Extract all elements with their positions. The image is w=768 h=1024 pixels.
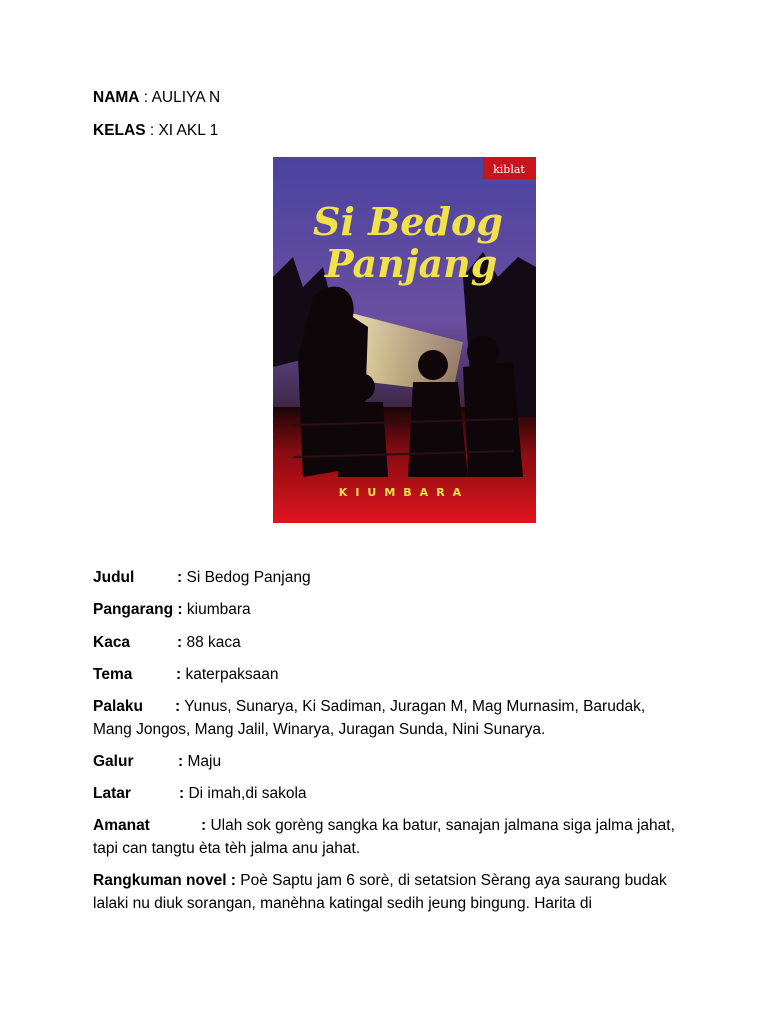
palaku-value: Yunus, Sunarya, Ki Sadiman, Juragan M, Mag Murnasim, Barudak, Mang Jongos, Mang Jalil, Winarya, Juragan Sunda, Nini Sunarya. bbox=[93, 698, 646, 738]
kaca-value: 88 kaca bbox=[186, 634, 241, 651]
galur-label: Galur bbox=[93, 753, 134, 770]
latar-line bbox=[93, 783, 307, 805]
pangarang-value: kiumbara bbox=[182, 601, 251, 618]
galur-colon: : bbox=[178, 753, 184, 770]
amanat-label: Amanat bbox=[93, 817, 150, 834]
kaca-line bbox=[93, 632, 241, 654]
palaku-label: Palaku bbox=[93, 698, 143, 715]
pangarang-line bbox=[93, 599, 251, 621]
nama-line bbox=[93, 87, 220, 109]
amanat-value: Ulah sok gorèng sangka ka batur, sanajan jalmana siga jalma jahat, tapi can tangtu èta tèh jalma anu jahat. bbox=[93, 817, 675, 857]
kelas-label: KELAS bbox=[93, 122, 146, 139]
judul-value: Si Bedog Panjang bbox=[186, 569, 311, 586]
publisher-logo: kiblat bbox=[493, 163, 525, 176]
tema-label: Tema bbox=[93, 666, 133, 683]
judul-label: Judul bbox=[93, 569, 135, 586]
rangkuman-label: Rangkuman novel : bbox=[93, 872, 236, 889]
kaca-colon: : bbox=[177, 634, 183, 651]
nama-label: NAMA bbox=[93, 89, 140, 106]
latar-value: Di imah,di sakola bbox=[188, 785, 307, 802]
nama-value: : AULIYA N bbox=[139, 89, 221, 106]
palaku-paragraph bbox=[93, 696, 683, 741]
kaca-label: Kaca bbox=[93, 634, 131, 651]
pangarang-label: Pangarang : bbox=[93, 601, 183, 618]
book-cover-image bbox=[273, 157, 536, 523]
latar-label: Latar bbox=[93, 785, 131, 802]
palaku-colon: : bbox=[175, 698, 181, 715]
rangkuman-paragraph bbox=[93, 870, 683, 915]
tema-colon: : bbox=[176, 666, 182, 683]
cover-title-line2: Panjang bbox=[325, 241, 498, 286]
judul-colon: : bbox=[177, 569, 183, 586]
latar-colon: : bbox=[179, 785, 185, 802]
amanat-colon: : bbox=[201, 817, 207, 834]
rangkuman-value: Poè Saptu jam 6 sorè, di setatsion Sèrang aya saurang budak lalaki nu diuk sorangan, manèhna katingal sedih jeung bingung. Harita di bbox=[93, 872, 667, 912]
kelas-value: : XI AKL 1 bbox=[145, 122, 219, 139]
amanat-paragraph bbox=[93, 815, 683, 860]
judul-line bbox=[93, 567, 311, 589]
galur-line bbox=[93, 751, 221, 773]
tema-value: katerpaksaan bbox=[185, 666, 279, 683]
kelas-line bbox=[93, 120, 218, 142]
galur-value: Maju bbox=[187, 753, 222, 770]
tema-line bbox=[93, 664, 279, 686]
cover-author: KIUMBARA bbox=[338, 486, 470, 499]
cover-title-line1: Si Bedog bbox=[313, 199, 503, 244]
